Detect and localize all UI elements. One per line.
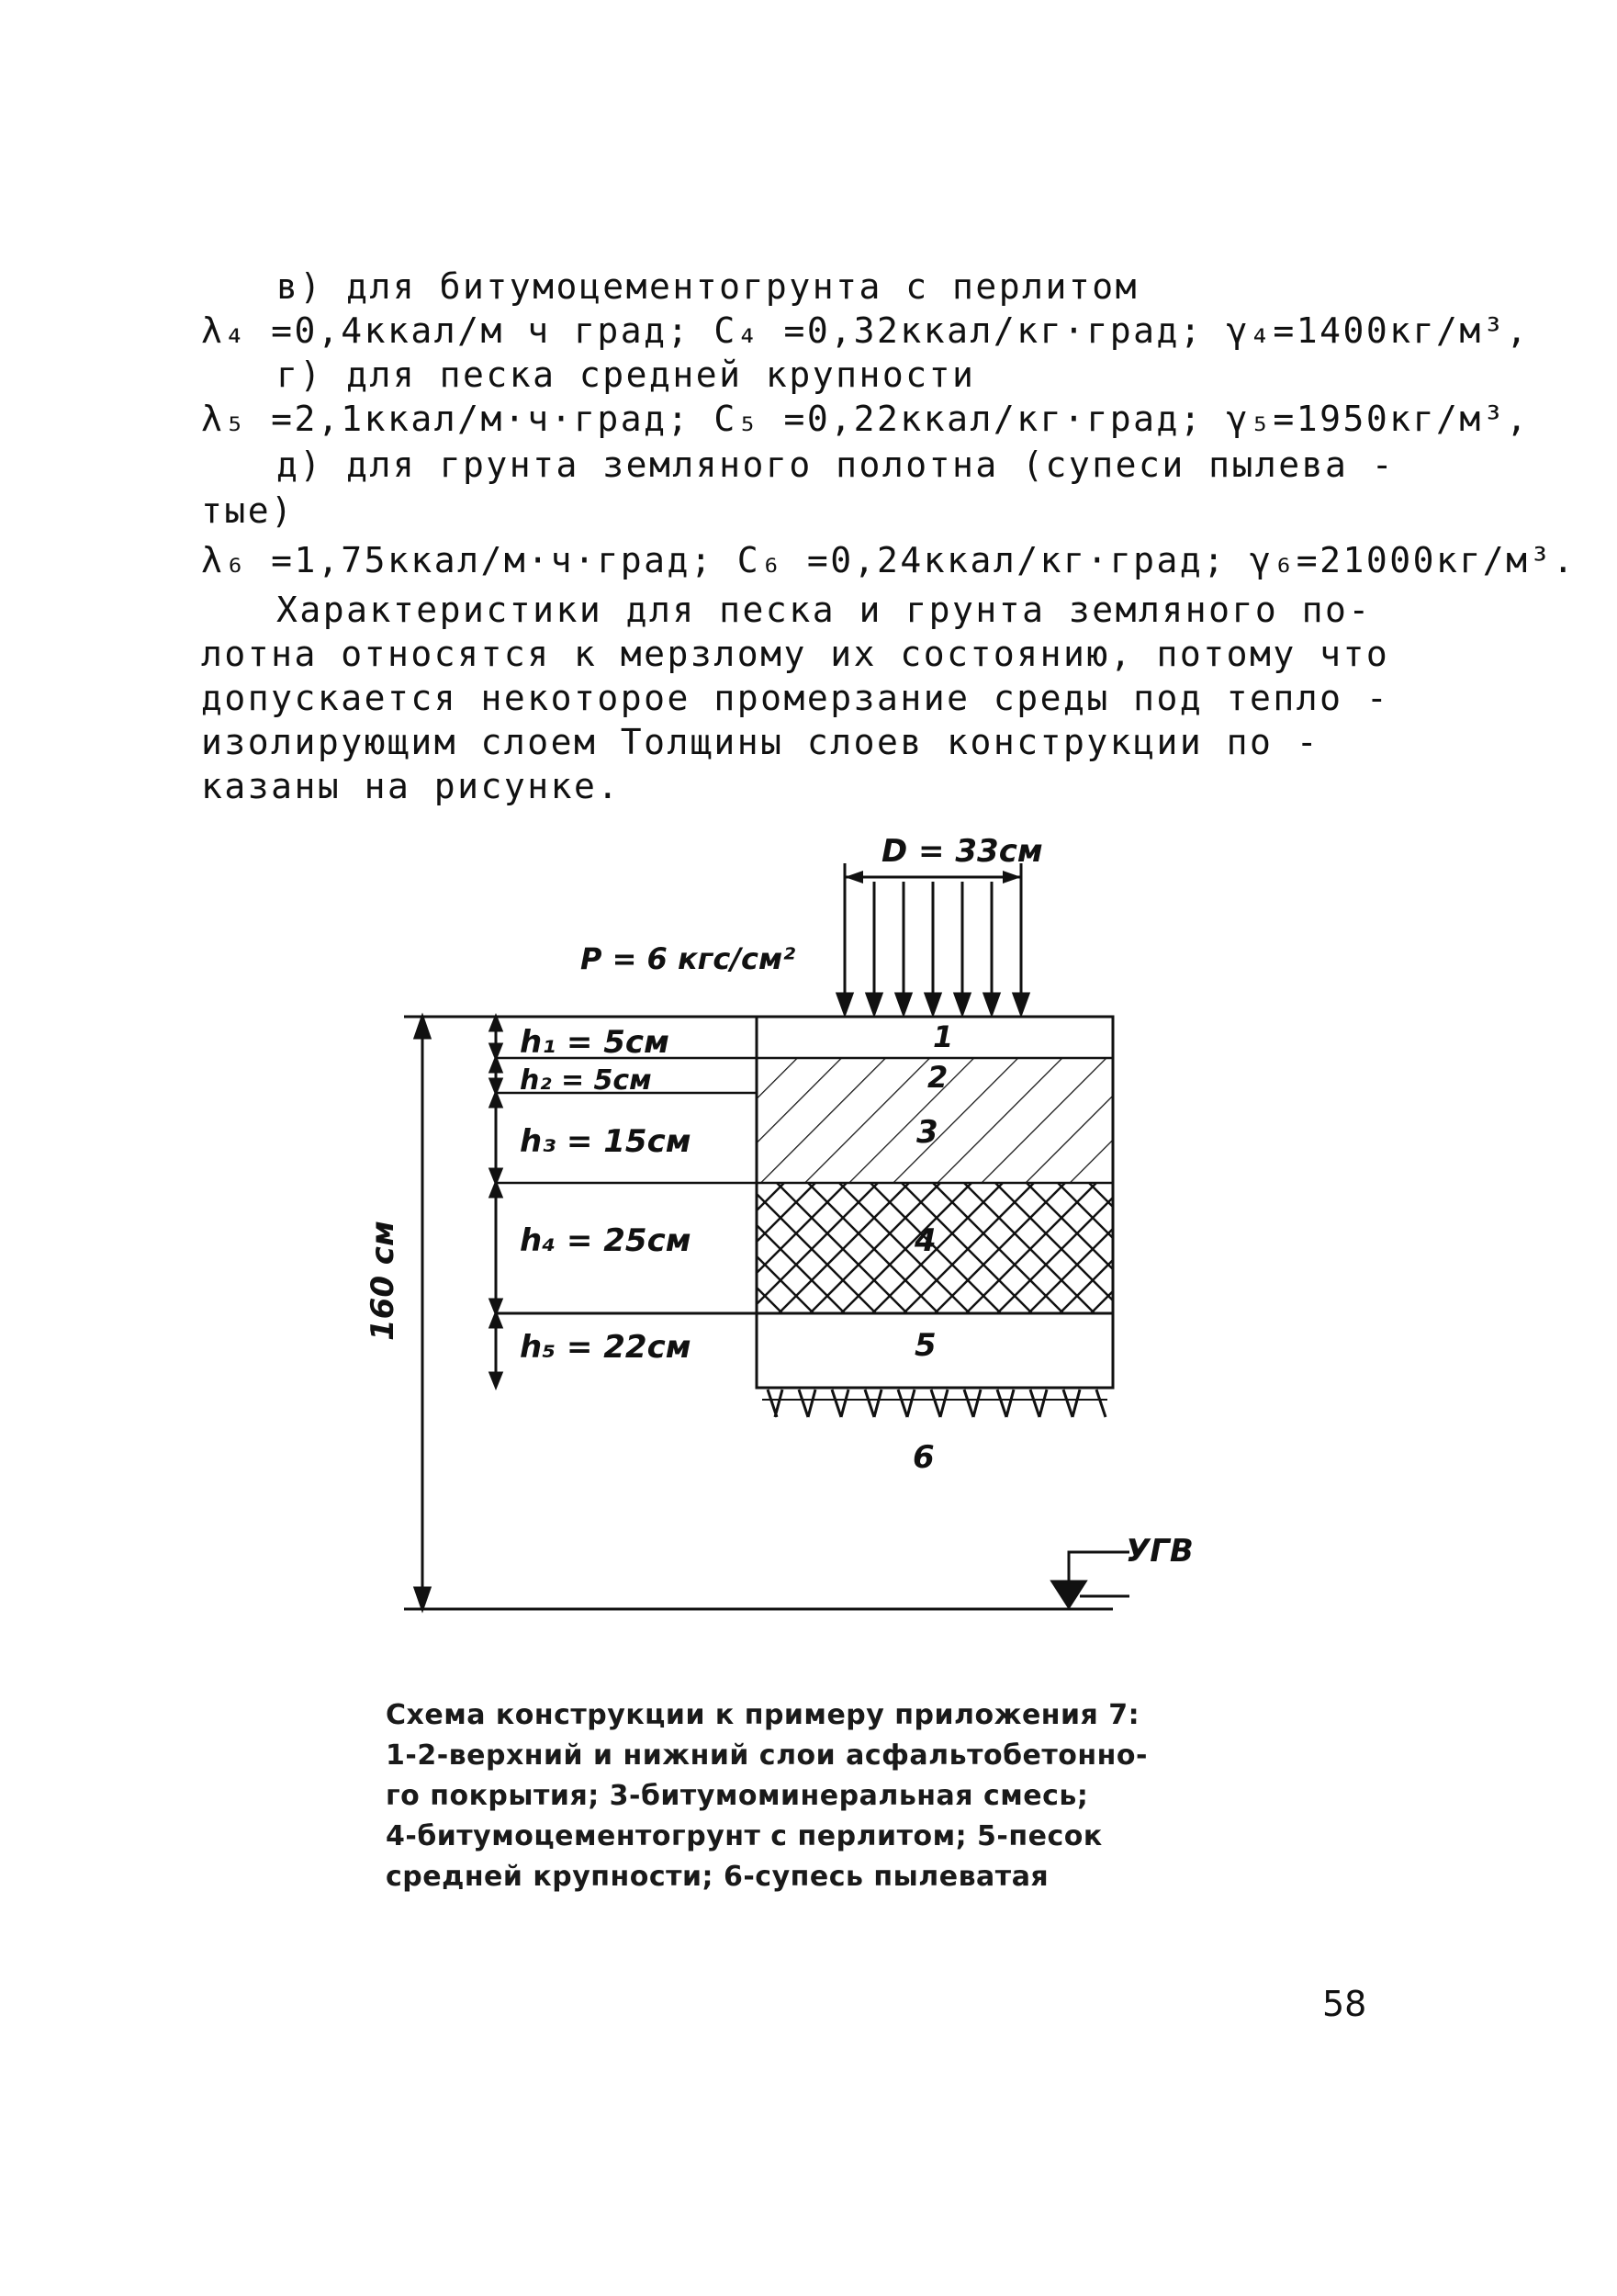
total-depth-label: 160 см — [365, 1221, 401, 1341]
groundwater-label: УГВ — [1126, 1533, 1194, 1570]
text-line: λ₆ =1,75ккал/м·ч·град; C₆ =0,24ккал/кг·град; γ₆=21000кг/м³. — [201, 540, 1577, 580]
caption-line: 4-битумоцементогрунт с перлитом; 5-песок — [386, 1820, 1103, 1852]
subgrade-number: 6 — [913, 1439, 935, 1476]
layer-thickness-label: h₁ = 5см — [520, 1024, 669, 1061]
text-line: казаны на рисунке. — [201, 766, 621, 806]
layer-thickness-label: h₄ = 25см — [520, 1222, 691, 1259]
text-line: λ₅ =2,1ккал/м·ч·град; C₅ =0,22ккал/кг·град; γ₅=1950кг/м³, — [201, 399, 1530, 439]
layer-thickness-label: h₃ = 15см — [520, 1123, 691, 1160]
layer-dimension-line — [490, 1017, 501, 1387]
text-line: изолирующим слоем Толщины слоев конструкции по - — [201, 722, 1320, 762]
page-number: 58 — [1322, 1984, 1367, 2024]
text-line: лотна относятся к мерзлому их состоянию, потому что — [201, 634, 1390, 674]
caption-line: средней крупности; 6-супесь пылеватая — [386, 1861, 1050, 1893]
layer-number: 5 — [915, 1327, 937, 1364]
layer-number: 1 — [933, 1019, 954, 1054]
text-line: Характеристики для песка и грунта земляного по- — [276, 590, 1372, 630]
text-line: допускается некоторое промерзание среды под тепло - — [201, 678, 1390, 718]
text-line: λ₄ =0,4ккал/м ч град; C₄ =0,32ккал/кг·град; γ₄=1400кг/м³, — [201, 310, 1530, 351]
layer-number: 3 — [916, 1114, 938, 1151]
layer-thickness-label: h₂ = 5см — [520, 1064, 652, 1097]
text-line: тые) — [201, 490, 295, 531]
text-line: г) для песка средней крупности — [276, 355, 976, 395]
load-width-label: D = 33см — [881, 833, 1043, 870]
groundwater-marker — [1052, 1552, 1129, 1609]
caption-line: 1-2-верхний и нижний слои асфальтобетонно- — [386, 1739, 1148, 1772]
caption-line: го покрытия; 3-битумоминеральная смесь; — [386, 1780, 1089, 1812]
layer-stack — [404, 1017, 1113, 1417]
pressure-arrows — [837, 882, 1028, 1014]
figure-caption — [386, 1695, 1212, 1897]
pressure-label: P = 6 кгс/см² — [580, 941, 796, 976]
text-line: в) для битумоцементогрунта с перлитом — [276, 266, 1139, 307]
caption-line: Схема конструкции к примеру приложения 7: — [386, 1699, 1140, 1731]
text-line: д) для грунта земляного полотна (супеси пылева - — [276, 445, 1396, 485]
layer-number: 4 — [915, 1222, 937, 1259]
layer-thickness-label: h₅ = 22см — [520, 1329, 691, 1366]
layer-number: 2 — [927, 1060, 949, 1095]
